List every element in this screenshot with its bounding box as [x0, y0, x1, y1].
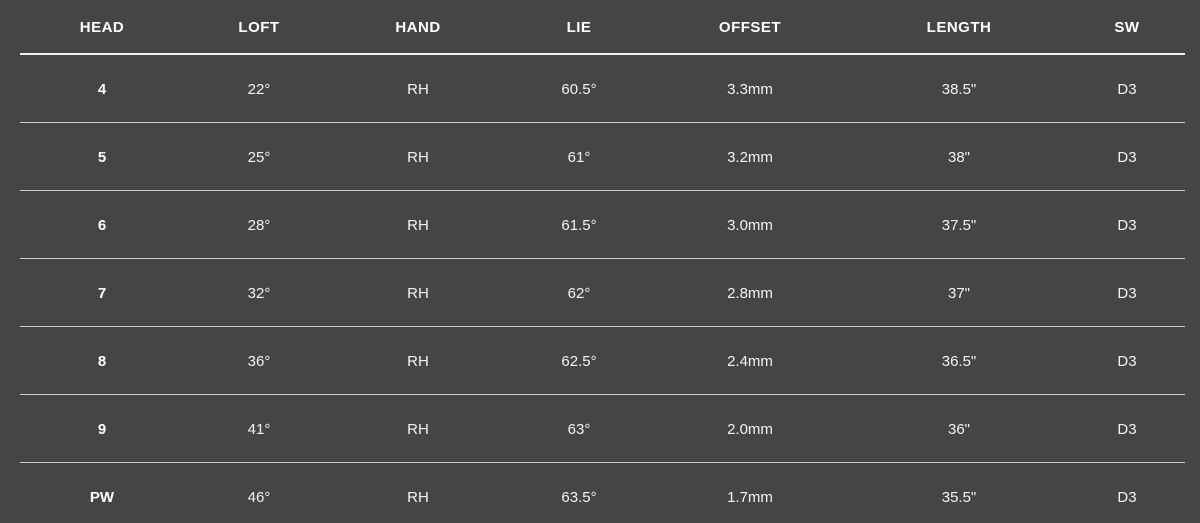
column-header-lie: LIE — [566, 19, 592, 36]
table-cell: RH — [407, 488, 429, 506]
table-cell: D3 — [1117, 352, 1137, 370]
table-cell: RH — [407, 420, 429, 438]
table-cell: 36" — [947, 420, 970, 438]
table-cell: 2.0mm — [727, 420, 773, 438]
table-cell: D3 — [1117, 488, 1137, 506]
table-cell: 62° — [567, 284, 591, 302]
table-cell: RH — [407, 216, 429, 234]
table-cell: 37.5" — [941, 216, 977, 234]
table-row-5 — [0, 123, 1200, 191]
table-cell: 38" — [947, 148, 970, 166]
column-header-hand: HAND — [395, 19, 441, 36]
table-cell: 3.2mm — [727, 148, 773, 166]
table-cell: 63.5° — [561, 488, 597, 506]
table-row-4 — [0, 55, 1200, 123]
table-cell: 38.5" — [941, 80, 977, 98]
table-cell: D3 — [1117, 216, 1137, 234]
table-cell: RH — [407, 284, 429, 302]
table-cell: 41° — [247, 420, 271, 438]
row-head-cell: 5 — [97, 148, 107, 166]
table-cell: RH — [407, 148, 429, 166]
table-cell: 28° — [247, 216, 271, 234]
table-cell: 61.5° — [561, 216, 597, 234]
table-cell: 25° — [247, 148, 271, 166]
table-cell: 63° — [567, 420, 591, 438]
table-cell: RH — [407, 80, 429, 98]
table-cell: D3 — [1117, 80, 1137, 98]
table-cell: 62.5° — [561, 352, 597, 370]
table-body — [0, 55, 1200, 523]
column-header-sw: SW — [1114, 19, 1140, 36]
table-cell: 3.3mm — [727, 80, 773, 98]
row-head-cell: 8 — [97, 352, 107, 370]
table-cell: 35.5" — [941, 488, 977, 506]
table-cell: 22° — [247, 80, 271, 98]
row-head-cell: 9 — [97, 420, 107, 438]
column-header-loft: LOFT — [238, 19, 280, 36]
table-cell: 37" — [947, 284, 970, 302]
row-head-cell: 6 — [97, 216, 107, 234]
column-header-length: LENGTH — [926, 19, 992, 36]
column-header-offset: OFFSET — [718, 19, 782, 36]
table-cell: 32° — [247, 284, 271, 302]
table-cell: 36° — [247, 352, 271, 370]
table-row-pw — [0, 463, 1200, 523]
column-header-head: HEAD — [79, 19, 125, 36]
table-header-row — [0, 0, 1200, 55]
row-head-cell: PW — [89, 488, 115, 506]
table-cell: D3 — [1117, 420, 1137, 438]
table-cell: 2.4mm — [727, 352, 773, 370]
table-row-9 — [0, 395, 1200, 463]
table-cell: 46° — [247, 488, 271, 506]
row-head-cell: 4 — [97, 80, 107, 98]
table-row-6 — [0, 191, 1200, 259]
table-cell: 2.8mm — [727, 284, 773, 302]
table-cell: D3 — [1117, 148, 1137, 166]
table-cell: 61° — [567, 148, 591, 166]
table-cell: D3 — [1117, 284, 1137, 302]
table-row-8 — [0, 327, 1200, 395]
table-cell: 3.0mm — [727, 216, 773, 234]
row-head-cell: 7 — [97, 284, 107, 302]
table-cell: 60.5° — [561, 80, 597, 98]
table-cell: RH — [407, 352, 429, 370]
table-row-7 — [0, 259, 1200, 327]
table-cell: 36.5" — [941, 352, 977, 370]
table-cell: 1.7mm — [727, 488, 773, 506]
